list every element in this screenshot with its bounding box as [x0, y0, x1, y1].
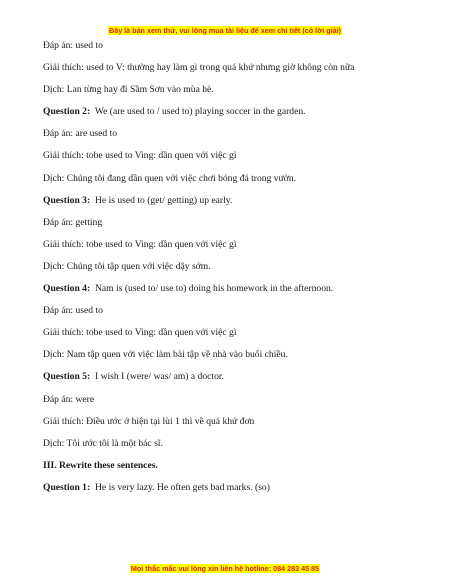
question-label: Question 3:: [43, 194, 91, 206]
question-5: [43, 371, 423, 382]
question-label: Question 2:: [43, 106, 91, 118]
question-text: We (are used to / used to) playing soccer in the garden.: [94, 106, 306, 118]
question-text: He is used to (get/ getting) up early.: [94, 194, 233, 206]
answer-line: Đáp án: used to: [43, 40, 103, 51]
question-label: Question 1:: [43, 481, 91, 493]
question-2: [43, 106, 423, 117]
translation-line: Dịch: Tôi ước tôi là một bác sĩ.: [43, 437, 163, 449]
document-body: [43, 40, 423, 504]
explanation-line: Giải thích: tobe used to Ving: dần quen với việc gì: [43, 327, 237, 339]
hotline-banner: [0, 564, 450, 574]
question-label: Question 4:: [43, 283, 91, 295]
question-label: Question 5:: [43, 371, 91, 383]
translation-line: Dịch: Chúng tôi tập quen với việc dậy sớm.: [43, 260, 211, 272]
answer-line: Đáp án: were: [43, 393, 95, 405]
question-text: He is very lazy. He often gets bad marks. (so): [94, 481, 270, 493]
question-text: I wish I (were/ was/ am) a doctor.: [94, 371, 224, 383]
explanation-line: Giải thích: used to V: thường hay làm gì trong quá khứ nhưng giờ không còn nữa: [43, 62, 355, 74]
hotline-banner-text: Mọi thắc mắc vui lòng xin liên hệ hotline: 084 283 45 85: [130, 564, 320, 573]
preview-banner: [0, 26, 450, 36]
translation-line: Dịch: Nam tập quen với việc làm bài tập về nhà vào buổi chiều.: [43, 349, 288, 361]
answer-line: Đáp án: used to: [43, 305, 103, 317]
preview-banner-text: Đây là bản xem thử, vui lòng mua tài liệu để xem chi tiết (có lời giải): [109, 26, 341, 35]
explanation-line: Giải thích: Điều ước ở hiện tại lùi 1 thì về quá khứ đơn: [43, 415, 255, 427]
question-text: Nam is (used to/ use to) doing his homework in the afternoon.: [94, 283, 334, 295]
section-heading: III. Rewrite these sentences.: [43, 459, 158, 471]
rewrite-question-1: [43, 482, 423, 493]
translation-line: Dịch: Lan từng hay đi Sầm Sơn vào mùa hè.: [43, 84, 214, 96]
explanation-line: Giải thích: tobe used to Ving: dần quen với việc gì: [43, 150, 237, 162]
explanation-line: Giải thích: tobe used to Ving: dần quen với việc gì: [43, 238, 237, 250]
answer-line: Đáp án: are used to: [43, 128, 118, 140]
answer-line: Đáp án: getting: [43, 216, 103, 228]
translation-line: Dịch: Chúng tôi đang dần quen với việc chơi bóng đá trong vườn.: [43, 172, 297, 184]
question-4: [43, 283, 423, 294]
question-3: [43, 195, 423, 206]
